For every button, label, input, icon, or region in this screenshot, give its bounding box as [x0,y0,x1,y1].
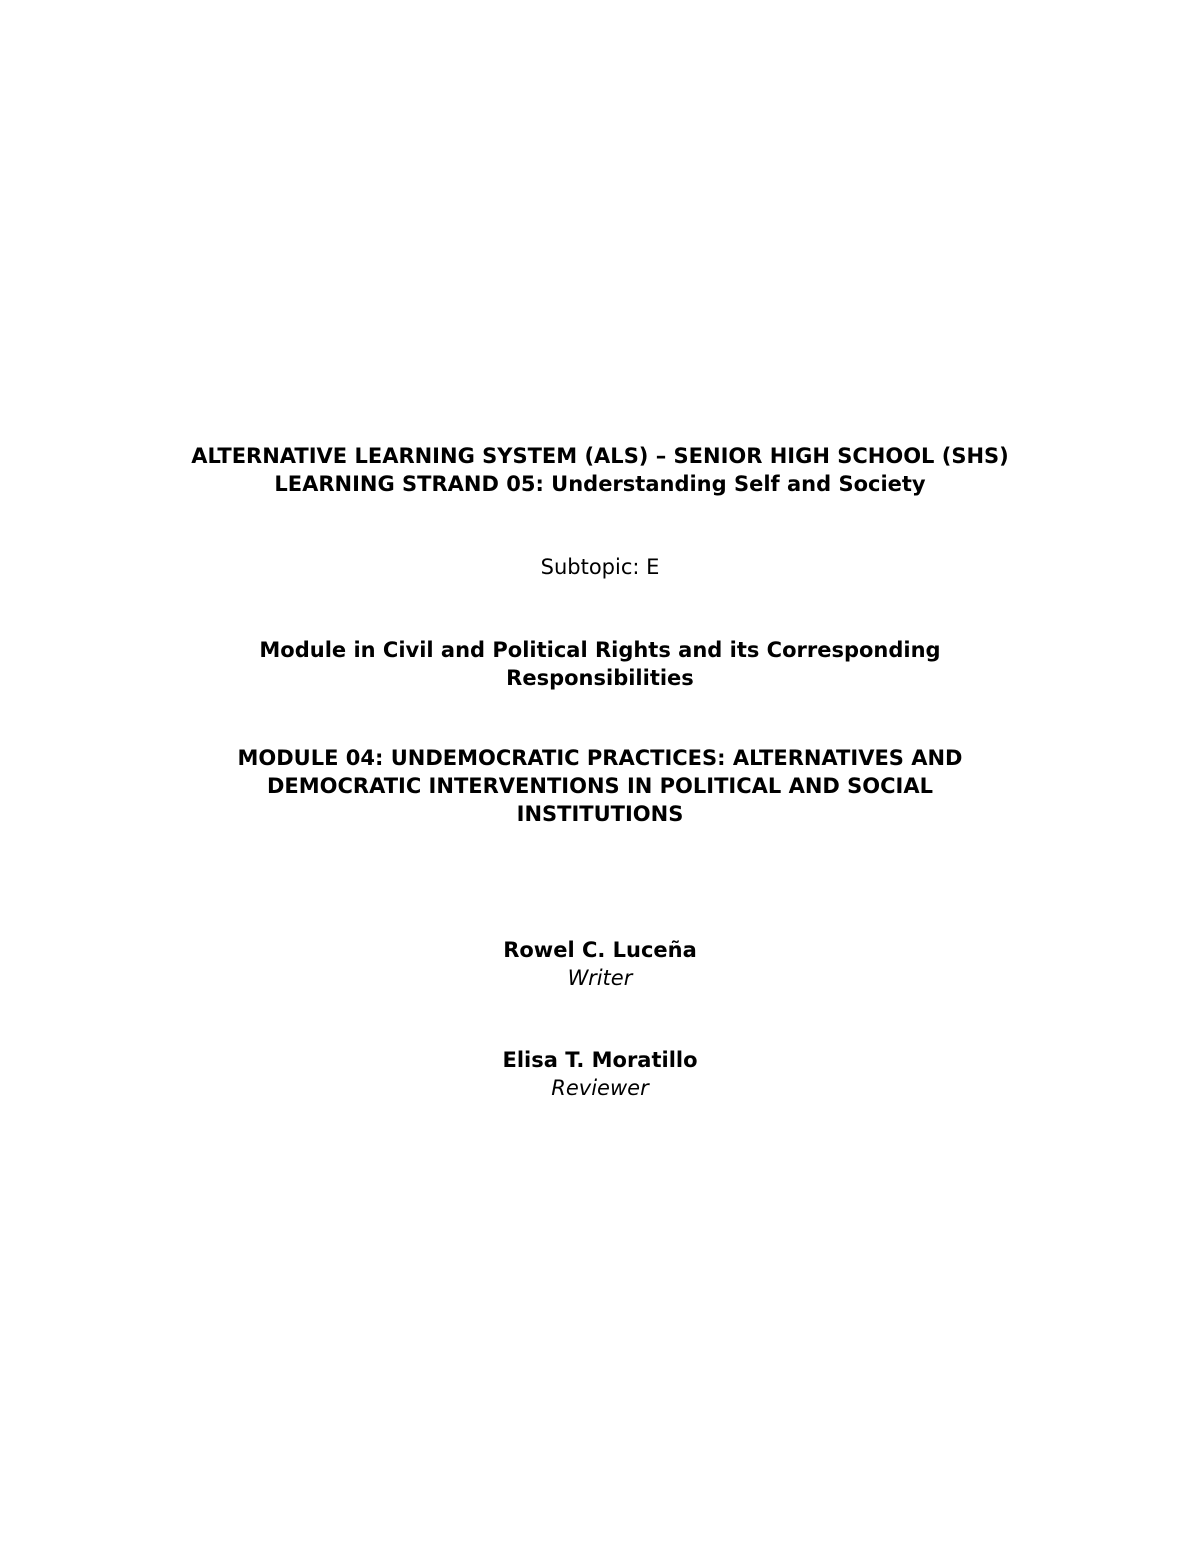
reviewer-credit [100,1046,1100,1102]
writer-role: Writer [567,966,633,990]
writer-name: Rowel C. Luceña [503,938,697,962]
module-title-line-2: DEMOCRATIC INTERVENTIONS IN POLITICAL AND SOCIAL [266,774,934,798]
subtopic-label: Subtopic: E [540,555,660,579]
module-subject-line-1: Module in Civil and Political Rights and its Corresponding [259,638,941,662]
module-title [100,744,1100,828]
module-title-line-3: INSTITUTIONS [516,802,684,826]
reviewer-role: Reviewer [551,1076,649,1100]
module-title-line-1: MODULE 04: UNDEMOCRATIC PRACTICES: ALTERNATIVES AND [237,746,963,770]
program-title: ALTERNATIVE LEARNING SYSTEM (ALS) – SENIOR HIGH SCHOOL (SHS) [191,444,1009,468]
module-subject-line-2: Responsibilities [506,666,694,690]
subtopic [100,553,1100,581]
learning-strand-title: LEARNING STRAND 05: Understanding Self and Society [274,472,926,496]
document-header [100,442,1100,498]
module-subject [100,636,1100,692]
reviewer-name: Elisa T. Moratillo [502,1048,698,1072]
writer-credit [100,936,1100,992]
